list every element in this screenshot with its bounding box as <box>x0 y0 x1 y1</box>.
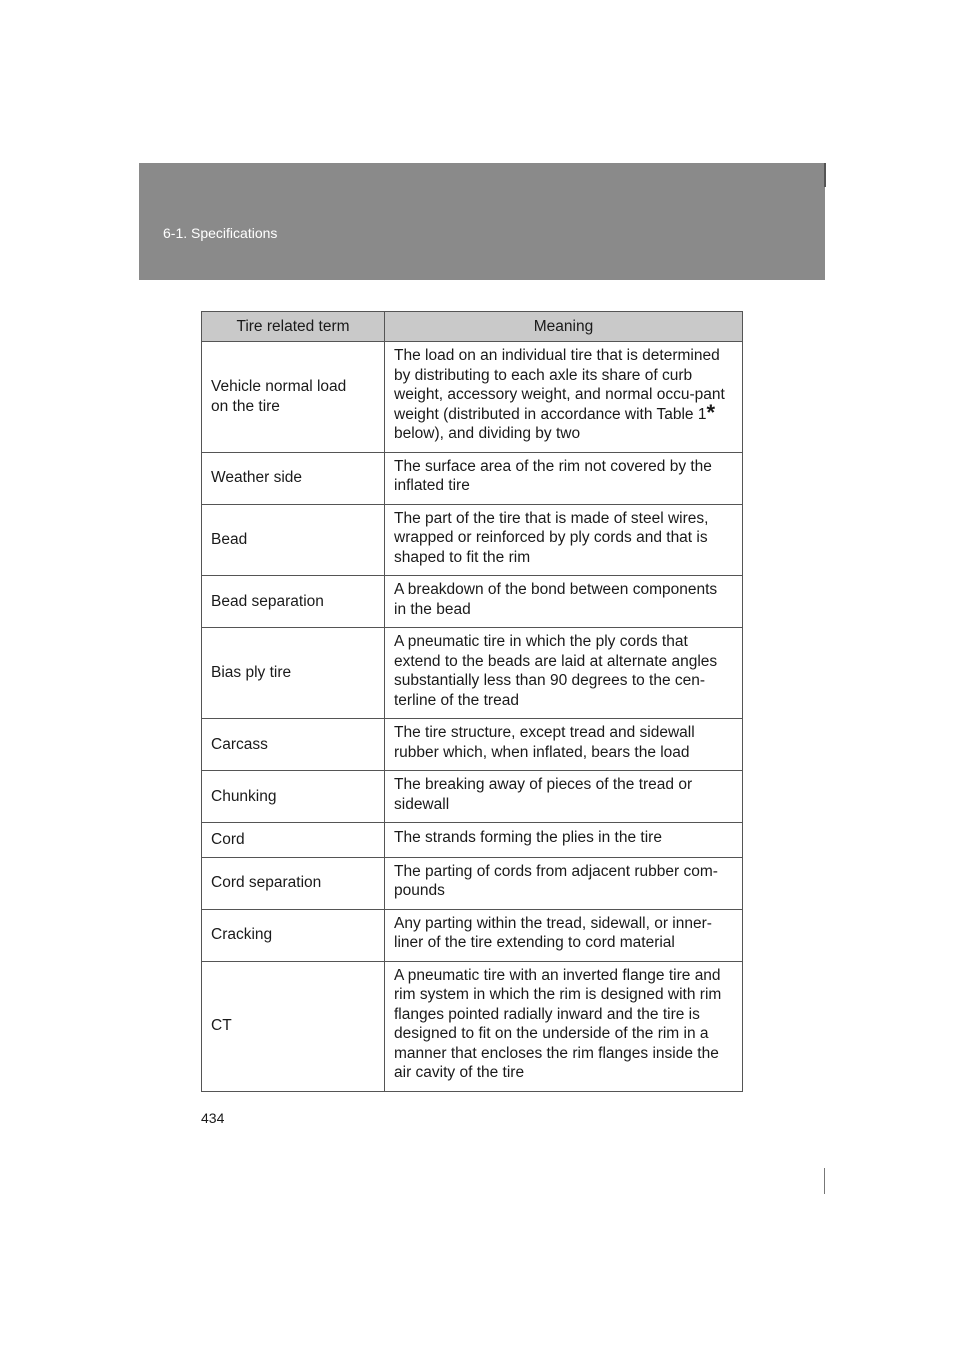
table-header-row <box>202 312 743 342</box>
term-cell: Carcass <box>202 719 385 771</box>
term-cell: CT <box>202 961 385 1091</box>
table-row <box>202 909 743 961</box>
term-cell: Weather side <box>202 452 385 504</box>
table-row <box>202 719 743 771</box>
meaning-cell: A breakdown of the bond between components in the bead <box>385 576 743 628</box>
column-header-meaning: Meaning <box>385 312 743 342</box>
meaning-cell: Any parting within the tread, sidewall, or inner-liner of the tire extending to cord material <box>385 909 743 961</box>
meaning-cell: The tire structure, except tread and sidewall rubber which, when inflated, bears the load <box>385 719 743 771</box>
term-cell: Cord separation <box>202 857 385 909</box>
table-row <box>202 342 743 453</box>
column-header-term: Tire related term <box>202 312 385 342</box>
meaning-cell: The strands forming the plies in the tire <box>385 823 743 858</box>
meaning-cell: The surface area of the rim not covered by the inflated tire <box>385 452 743 504</box>
meaning-cell: A pneumatic tire with an inverted flange tire and rim system in which the rim is designed with rim flanges pointed radially inward and the tire is designed to fit on the underside of the rim in a manner that encloses the rim flanges inside the air cavity of the tire <box>385 961 743 1091</box>
meaning-cell: The parting of cords from adjacent rubber com-pounds <box>385 857 743 909</box>
section-header-band <box>139 163 825 280</box>
term-cell: Chunking <box>202 771 385 823</box>
table-row <box>202 452 743 504</box>
table-row <box>202 857 743 909</box>
footnote-mark: * <box>706 399 716 425</box>
meaning-cell: The load on an individual tire that is determined by distributing to each axle its share of curb weight, accessory weight, and normal occu-pant weight (distributed in accordance with Table 1* below), and dividing by two <box>385 342 743 453</box>
table-row <box>202 823 743 858</box>
term-cell: Bead <box>202 504 385 576</box>
table-row <box>202 576 743 628</box>
section-title: 6-1. Specifications <box>163 225 278 241</box>
meaning-cell: A pneumatic tire in which the ply cords that extend to the beads are laid at alternate angles substantially less than 90 degrees to the cen-terline of the tread <box>385 628 743 719</box>
crop-mark-top <box>824 163 826 187</box>
meaning-cell: The breaking away of pieces of the tread or sidewall <box>385 771 743 823</box>
term-cell: Cord <box>202 823 385 858</box>
table-row <box>202 771 743 823</box>
table-row <box>202 628 743 719</box>
crop-mark-bottom <box>824 1168 825 1194</box>
term-cell: Bead separation <box>202 576 385 628</box>
tire-terms-table <box>201 311 743 1092</box>
term-cell: Bias ply tire <box>202 628 385 719</box>
page-number: 434 <box>201 1110 225 1126</box>
table-row <box>202 961 743 1091</box>
term-cell: Vehicle normal load on the tire <box>202 342 385 453</box>
term-cell: Cracking <box>202 909 385 961</box>
meaning-cell: The part of the tire that is made of steel wires, wrapped or reinforced by ply cords and that is shaped to fit the rim <box>385 504 743 576</box>
table-row <box>202 504 743 576</box>
